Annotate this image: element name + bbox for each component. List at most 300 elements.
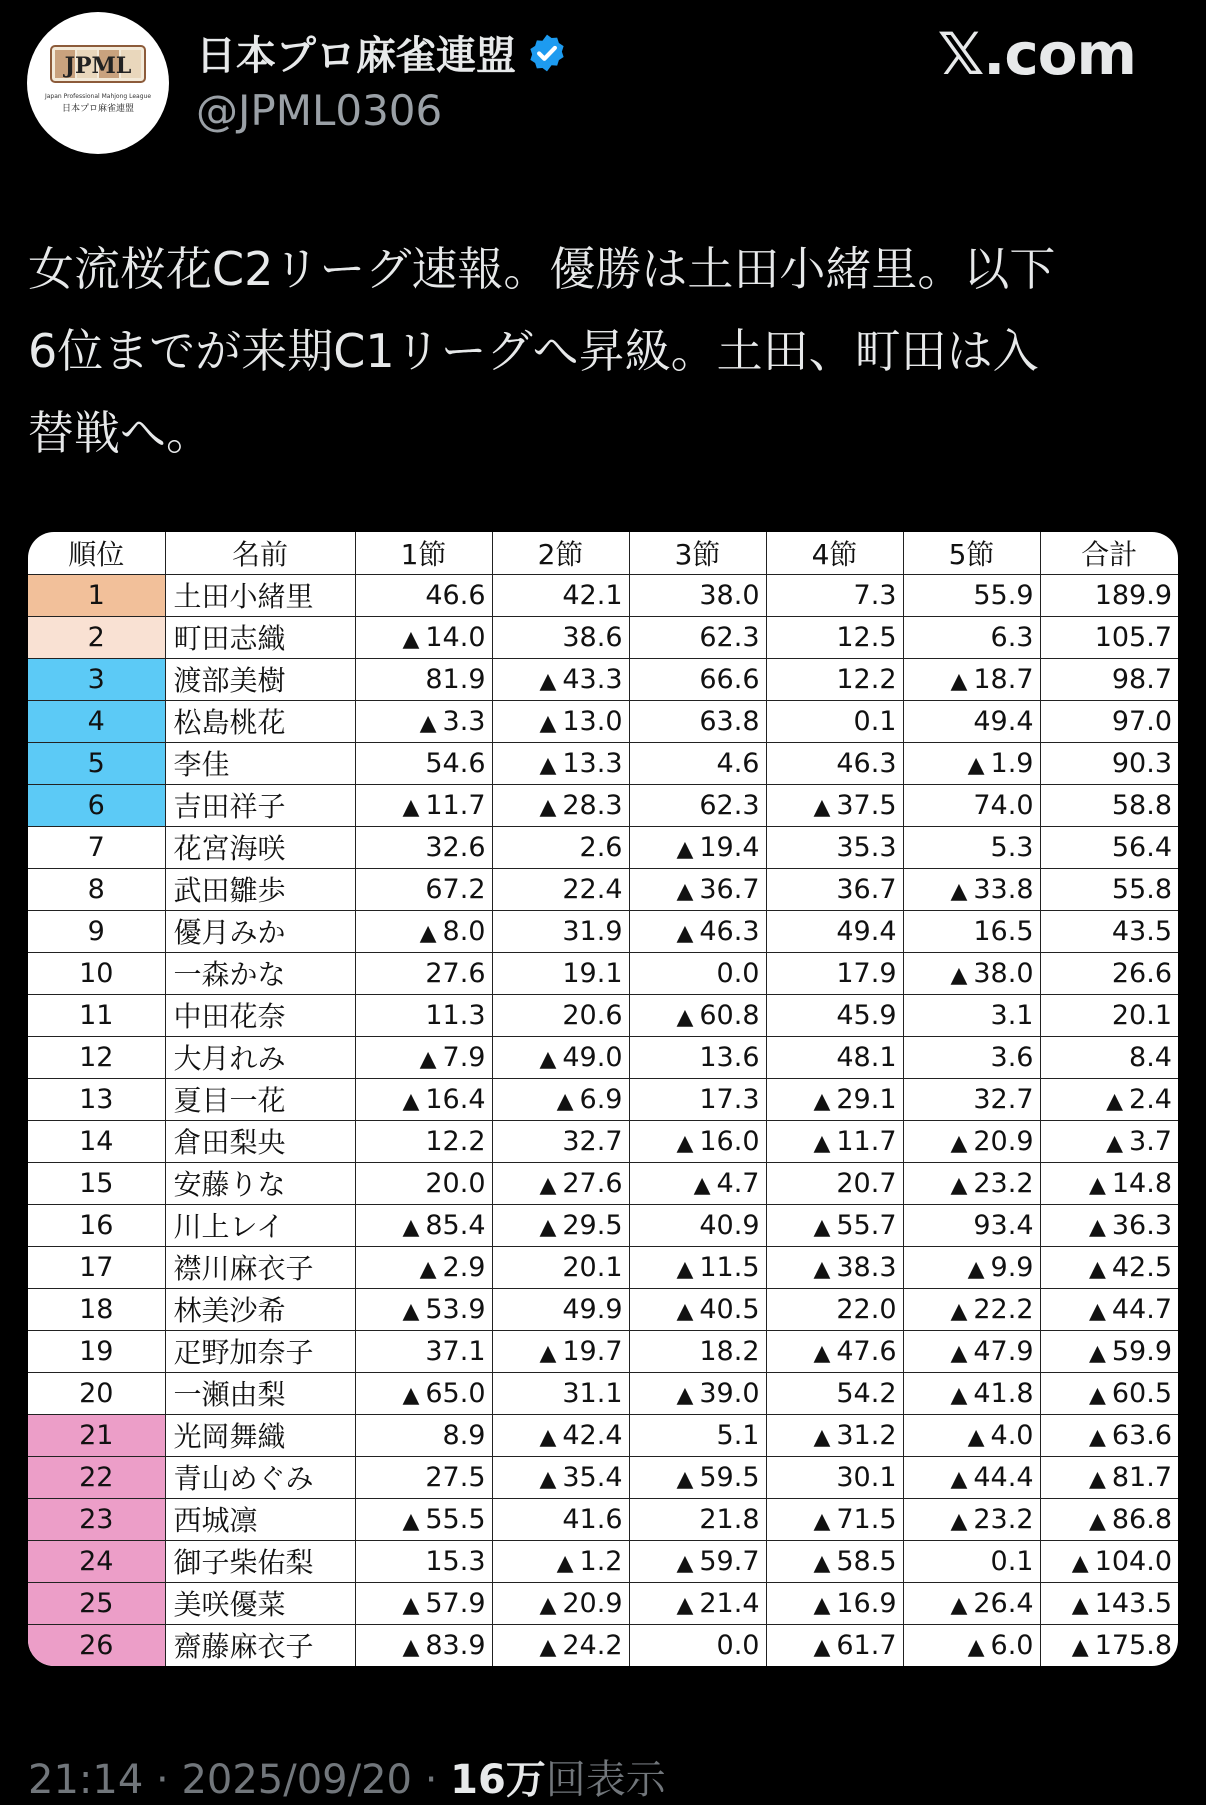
round-score-cell bbox=[492, 1036, 629, 1078]
negative-marker-icon: ▲ bbox=[676, 1466, 694, 1492]
round-score-cell bbox=[903, 1036, 1040, 1078]
negative-marker-icon: ▲ bbox=[402, 1214, 420, 1240]
score-value: ▲ 33.8 bbox=[950, 873, 1034, 905]
score-value: 35.3 bbox=[836, 831, 897, 863]
score-value: ▲ 36.3 bbox=[1088, 1209, 1172, 1241]
score-value: 5.3 bbox=[990, 831, 1034, 863]
standings-table-image[interactable] bbox=[28, 532, 1178, 1666]
total-score-cell bbox=[1040, 910, 1178, 952]
score-value: 17.9 bbox=[836, 957, 897, 989]
score-value: ▲ 4.7 bbox=[693, 1167, 760, 1199]
negative-marker-icon: ▲ bbox=[950, 878, 968, 904]
negative-marker-icon: ▲ bbox=[1071, 1634, 1089, 1660]
negative-marker-icon: ▲ bbox=[539, 1340, 557, 1366]
total-score-cell bbox=[1040, 616, 1178, 658]
round-score-cell bbox=[903, 910, 1040, 952]
round-score-cell bbox=[766, 1036, 903, 1078]
score-value: 90.3 bbox=[1111, 747, 1172, 779]
round-score-cell bbox=[629, 1036, 766, 1078]
round-score-cell bbox=[492, 1582, 629, 1624]
player-name-cell: 武田雛歩 bbox=[165, 868, 355, 910]
round-score-cell bbox=[355, 1372, 492, 1414]
score-value: ▲ 29.1 bbox=[813, 1083, 897, 1115]
round-score-cell bbox=[766, 1372, 903, 1414]
score-value: 67.2 bbox=[425, 873, 486, 905]
table-row bbox=[28, 1120, 1178, 1162]
rank-cell: 16 bbox=[28, 1204, 165, 1246]
negative-marker-icon: ▲ bbox=[813, 1256, 831, 1282]
table-row bbox=[28, 826, 1178, 868]
display-name[interactable] bbox=[196, 24, 568, 81]
total-score-cell bbox=[1040, 1162, 1178, 1204]
round-score-cell bbox=[766, 1246, 903, 1288]
score-value: 5.1 bbox=[716, 1419, 760, 1451]
round-score-cell bbox=[903, 826, 1040, 868]
negative-marker-icon: ▲ bbox=[676, 836, 694, 862]
score-value: ▲ 40.5 bbox=[676, 1293, 760, 1325]
round-score-cell bbox=[903, 1246, 1040, 1288]
player-name-cell: 御子柴佑梨 bbox=[165, 1540, 355, 1582]
round-score-cell bbox=[355, 1540, 492, 1582]
round-score-cell bbox=[903, 1204, 1040, 1246]
score-value: 58.8 bbox=[1111, 789, 1172, 821]
total-score-cell bbox=[1040, 1204, 1178, 1246]
round-score-cell bbox=[492, 700, 629, 742]
score-value: ▲ 63.6 bbox=[1088, 1419, 1172, 1451]
avatar[interactable] bbox=[27, 12, 169, 154]
negative-marker-icon: ▲ bbox=[967, 1634, 985, 1660]
rank-cell: 15 bbox=[28, 1162, 165, 1204]
round-score-cell bbox=[629, 1078, 766, 1120]
score-value: 22.4 bbox=[562, 873, 623, 905]
score-value: 20.1 bbox=[562, 1251, 623, 1283]
score-value: 62.3 bbox=[699, 621, 760, 653]
player-name-cell: 川上レイ bbox=[165, 1204, 355, 1246]
score-value: ▲ 65.0 bbox=[402, 1377, 486, 1409]
score-value: 54.6 bbox=[425, 747, 486, 779]
score-value: 8.4 bbox=[1129, 1041, 1172, 1073]
column-header: 1節 bbox=[355, 532, 492, 574]
score-value: ▲ 43.3 bbox=[539, 663, 623, 695]
score-value: ▲ 59.9 bbox=[1088, 1335, 1172, 1367]
round-score-cell bbox=[629, 784, 766, 826]
negative-marker-icon: ▲ bbox=[402, 1382, 420, 1408]
negative-marker-icon: ▲ bbox=[813, 1592, 831, 1618]
column-header: 3節 bbox=[629, 532, 766, 574]
score-value: ▲ 83.9 bbox=[402, 1629, 486, 1661]
negative-marker-icon: ▲ bbox=[1088, 1466, 1106, 1492]
player-name-cell: 優月みか bbox=[165, 910, 355, 952]
round-score-cell bbox=[766, 952, 903, 994]
player-name-cell: 美咲優菜 bbox=[165, 1582, 355, 1624]
score-value: ▲ 7.9 bbox=[419, 1041, 486, 1073]
round-score-cell bbox=[903, 1162, 1040, 1204]
negative-marker-icon: ▲ bbox=[950, 1466, 968, 1492]
negative-marker-icon: ▲ bbox=[693, 1172, 711, 1198]
round-score-cell bbox=[629, 1120, 766, 1162]
negative-marker-icon: ▲ bbox=[967, 1424, 985, 1450]
round-score-cell bbox=[492, 1372, 629, 1414]
round-score-cell bbox=[355, 868, 492, 910]
total-score-cell bbox=[1040, 1540, 1178, 1582]
score-value: ▲ 39.0 bbox=[676, 1377, 760, 1409]
round-score-cell bbox=[766, 1288, 903, 1330]
total-score-cell bbox=[1040, 1414, 1178, 1456]
rank-cell: 25 bbox=[28, 1582, 165, 1624]
table-row bbox=[28, 1372, 1178, 1414]
round-score-cell bbox=[903, 616, 1040, 658]
round-score-cell bbox=[629, 910, 766, 952]
total-score-cell bbox=[1040, 1330, 1178, 1372]
rank-cell: 19 bbox=[28, 1330, 165, 1372]
score-value: 19.1 bbox=[562, 957, 623, 989]
standings-table bbox=[28, 532, 1178, 1666]
score-value: 46.6 bbox=[425, 579, 486, 611]
rank-cell: 4 bbox=[28, 700, 165, 742]
round-score-cell bbox=[903, 784, 1040, 826]
rank-cell: 26 bbox=[28, 1624, 165, 1666]
round-score-cell bbox=[766, 700, 903, 742]
round-score-cell bbox=[766, 1582, 903, 1624]
score-value: 81.9 bbox=[425, 663, 486, 695]
negative-marker-icon: ▲ bbox=[1088, 1382, 1106, 1408]
player-name-cell: 土田小緒里 bbox=[165, 574, 355, 616]
round-score-cell bbox=[492, 784, 629, 826]
rank-cell: 17 bbox=[28, 1246, 165, 1288]
player-name-cell: 吉田祥子 bbox=[165, 784, 355, 826]
score-value: 4.6 bbox=[716, 747, 760, 779]
score-value: 42.1 bbox=[562, 579, 623, 611]
score-value: ▲ 60.5 bbox=[1088, 1377, 1172, 1409]
table-header-row bbox=[28, 532, 1178, 574]
round-score-cell bbox=[903, 1078, 1040, 1120]
round-score-cell bbox=[629, 1372, 766, 1414]
negative-marker-icon: ▲ bbox=[1106, 1088, 1124, 1114]
negative-marker-icon: ▲ bbox=[556, 1088, 574, 1114]
score-value: ▲ 1.9 bbox=[967, 747, 1034, 779]
table-row bbox=[28, 616, 1178, 658]
round-score-cell bbox=[492, 742, 629, 784]
total-score-cell bbox=[1040, 700, 1178, 742]
score-value: 31.1 bbox=[562, 1377, 623, 1409]
tweet-time[interactable]: 21:14 bbox=[28, 1757, 144, 1803]
total-score-cell bbox=[1040, 742, 1178, 784]
round-score-cell bbox=[492, 658, 629, 700]
score-value: 8.9 bbox=[442, 1419, 486, 1451]
round-score-cell bbox=[629, 1540, 766, 1582]
round-score-cell bbox=[903, 994, 1040, 1036]
round-score-cell bbox=[355, 952, 492, 994]
negative-marker-icon: ▲ bbox=[419, 920, 437, 946]
round-score-cell bbox=[629, 1162, 766, 1204]
table-row bbox=[28, 1456, 1178, 1498]
total-score-cell bbox=[1040, 994, 1178, 1036]
site-logo: 𝕏.com bbox=[937, 20, 1136, 88]
round-score-cell bbox=[629, 868, 766, 910]
player-name-cell: 李佳 bbox=[165, 742, 355, 784]
score-value: 0.1 bbox=[990, 1545, 1034, 1577]
score-value: ▲ 14.8 bbox=[1088, 1167, 1172, 1199]
score-value: ▲ 35.4 bbox=[539, 1461, 623, 1493]
score-value: ▲ 44.7 bbox=[1088, 1293, 1172, 1325]
round-score-cell bbox=[903, 1456, 1040, 1498]
score-value: ▲ 23.2 bbox=[950, 1167, 1034, 1199]
meta-separator: · bbox=[143, 1757, 182, 1803]
round-score-cell bbox=[492, 1498, 629, 1540]
score-value: 20.6 bbox=[562, 999, 623, 1031]
round-score-cell bbox=[629, 1330, 766, 1372]
player-name-cell: 齋藤麻衣子 bbox=[165, 1624, 355, 1666]
round-score-cell bbox=[766, 1204, 903, 1246]
column-header: 5節 bbox=[903, 532, 1040, 574]
negative-marker-icon: ▲ bbox=[1106, 1130, 1124, 1156]
score-value: ▲ 29.5 bbox=[539, 1209, 623, 1241]
svg-text:JPML: JPML bbox=[64, 53, 132, 79]
total-score-cell bbox=[1040, 1582, 1178, 1624]
table-row bbox=[28, 952, 1178, 994]
column-header: 順位 bbox=[28, 532, 165, 574]
score-value: ▲ 11.5 bbox=[676, 1251, 760, 1283]
display-name-text[interactable]: 日本プロ麻雀連盟 bbox=[196, 33, 516, 79]
rank-cell: 8 bbox=[28, 868, 165, 910]
player-name-cell: 倉田梨央 bbox=[165, 1120, 355, 1162]
score-value: ▲ 3.7 bbox=[1106, 1125, 1172, 1157]
round-score-cell bbox=[629, 1456, 766, 1498]
score-value: ▲ 175.8 bbox=[1071, 1629, 1172, 1661]
round-score-cell bbox=[766, 1120, 903, 1162]
score-value: 0.1 bbox=[853, 705, 897, 737]
round-score-cell bbox=[355, 742, 492, 784]
player-name-cell: 一森かな bbox=[165, 952, 355, 994]
round-score-cell bbox=[355, 910, 492, 952]
round-score-cell bbox=[355, 616, 492, 658]
round-score-cell bbox=[355, 700, 492, 742]
score-value: 0.0 bbox=[716, 957, 760, 989]
negative-marker-icon: ▲ bbox=[539, 1634, 557, 1660]
round-score-cell bbox=[355, 1624, 492, 1666]
column-header: 2節 bbox=[492, 532, 629, 574]
round-score-cell bbox=[903, 1288, 1040, 1330]
round-score-cell bbox=[355, 1162, 492, 1204]
round-score-cell bbox=[492, 1330, 629, 1372]
total-score-cell bbox=[1040, 1624, 1178, 1666]
table-row bbox=[28, 1162, 1178, 1204]
round-score-cell bbox=[766, 1498, 903, 1540]
score-value: ▲ 143.5 bbox=[1071, 1587, 1172, 1619]
score-value: 56.4 bbox=[1111, 831, 1172, 863]
round-score-cell bbox=[766, 1540, 903, 1582]
negative-marker-icon: ▲ bbox=[676, 1382, 694, 1408]
score-value: 48.1 bbox=[836, 1041, 897, 1073]
player-name-cell: 松島桃花 bbox=[165, 700, 355, 742]
score-value: 55.8 bbox=[1111, 873, 1172, 905]
negative-marker-icon: ▲ bbox=[950, 1130, 968, 1156]
score-value: ▲ 11.7 bbox=[813, 1125, 897, 1157]
table-row bbox=[28, 994, 1178, 1036]
score-value: ▲ 59.5 bbox=[676, 1461, 760, 1493]
round-score-cell bbox=[766, 994, 903, 1036]
score-value: ▲ 38.0 bbox=[950, 957, 1034, 989]
round-score-cell bbox=[492, 1414, 629, 1456]
score-value: ▲ 4.0 bbox=[967, 1419, 1034, 1451]
score-value: 22.0 bbox=[836, 1293, 897, 1325]
player-name-cell: 町田志織 bbox=[165, 616, 355, 658]
score-value: 6.3 bbox=[990, 621, 1034, 653]
score-value: 7.3 bbox=[853, 579, 897, 611]
score-value: 97.0 bbox=[1111, 705, 1172, 737]
score-value: 20.7 bbox=[836, 1167, 897, 1199]
round-score-cell bbox=[766, 1624, 903, 1666]
round-score-cell bbox=[629, 952, 766, 994]
negative-marker-icon: ▲ bbox=[539, 1592, 557, 1618]
player-name-cell: 渡部美樹 bbox=[165, 658, 355, 700]
tweet-meta bbox=[28, 1748, 666, 1805]
score-value: ▲ 13.0 bbox=[539, 705, 623, 737]
negative-marker-icon: ▲ bbox=[950, 962, 968, 988]
user-handle[interactable]: @JPML0306 bbox=[196, 86, 443, 135]
tweet-header bbox=[0, 0, 1206, 170]
negative-marker-icon: ▲ bbox=[402, 626, 420, 652]
negative-marker-icon: ▲ bbox=[539, 668, 557, 694]
round-score-cell bbox=[629, 574, 766, 616]
round-score-cell bbox=[629, 1498, 766, 1540]
negative-marker-icon: ▲ bbox=[402, 1508, 420, 1534]
negative-marker-icon: ▲ bbox=[419, 1256, 437, 1282]
score-value: 21.8 bbox=[699, 1503, 760, 1535]
round-score-cell bbox=[766, 826, 903, 868]
tweet-text: 女流桜花C2リーグ速報。優勝は土田小緒里。以下 6位までが来期C1リーグへ昇級。土田、町田は入 替戦へ。 bbox=[28, 242, 1056, 460]
table-row bbox=[28, 1498, 1178, 1540]
round-score-cell bbox=[766, 742, 903, 784]
negative-marker-icon: ▲ bbox=[539, 752, 557, 778]
rank-cell: 10 bbox=[28, 952, 165, 994]
score-value: ▲ 38.3 bbox=[813, 1251, 897, 1283]
negative-marker-icon: ▲ bbox=[950, 668, 968, 694]
score-value: 98.7 bbox=[1111, 663, 1172, 695]
negative-marker-icon: ▲ bbox=[402, 794, 420, 820]
score-value: 2.6 bbox=[579, 831, 623, 863]
score-value: ▲ 36.7 bbox=[676, 873, 760, 905]
total-score-cell bbox=[1040, 1372, 1178, 1414]
total-score-cell bbox=[1040, 1078, 1178, 1120]
view-count: 16万 bbox=[450, 1757, 546, 1803]
rank-cell: 13 bbox=[28, 1078, 165, 1120]
score-value: ▲ 55.7 bbox=[813, 1209, 897, 1241]
score-value: 40.9 bbox=[699, 1209, 760, 1241]
negative-marker-icon: ▲ bbox=[676, 1004, 694, 1030]
round-score-cell bbox=[629, 1204, 766, 1246]
round-score-cell bbox=[492, 1162, 629, 1204]
table-row bbox=[28, 1246, 1178, 1288]
player-name-cell: 疋野加奈子 bbox=[165, 1330, 355, 1372]
negative-marker-icon: ▲ bbox=[813, 1214, 831, 1240]
score-value: ▲ 61.7 bbox=[813, 1629, 897, 1661]
round-score-cell bbox=[355, 658, 492, 700]
round-score-cell bbox=[903, 1624, 1040, 1666]
score-value: 189.9 bbox=[1094, 579, 1172, 611]
negative-marker-icon: ▲ bbox=[676, 1550, 694, 1576]
score-value: 20.1 bbox=[1111, 999, 1172, 1031]
table-row bbox=[28, 1414, 1178, 1456]
score-value: ▲ 20.9 bbox=[539, 1587, 623, 1619]
negative-marker-icon: ▲ bbox=[813, 1340, 831, 1366]
score-value: 17.3 bbox=[699, 1083, 760, 1115]
round-score-cell bbox=[903, 1498, 1040, 1540]
round-score-cell bbox=[629, 826, 766, 868]
negative-marker-icon: ▲ bbox=[950, 1340, 968, 1366]
negative-marker-icon: ▲ bbox=[950, 1508, 968, 1534]
score-value: 3.1 bbox=[990, 999, 1034, 1031]
round-score-cell bbox=[355, 574, 492, 616]
score-value: 16.5 bbox=[973, 915, 1034, 947]
score-value: ▲ 2.9 bbox=[419, 1251, 486, 1283]
player-name-cell: 夏目一花 bbox=[165, 1078, 355, 1120]
negative-marker-icon: ▲ bbox=[539, 1046, 557, 1072]
negative-marker-icon: ▲ bbox=[539, 710, 557, 736]
score-value: 3.6 bbox=[990, 1041, 1034, 1073]
svg-text:Japan Professional Mahjong Lea: Japan Professional Mahjong League bbox=[44, 93, 152, 100]
negative-marker-icon: ▲ bbox=[813, 1550, 831, 1576]
round-score-cell bbox=[355, 1330, 492, 1372]
player-name-cell: 安藤りな bbox=[165, 1162, 355, 1204]
score-value: ▲ 11.7 bbox=[402, 789, 486, 821]
round-score-cell bbox=[355, 1414, 492, 1456]
player-name-cell: 光岡舞織 bbox=[165, 1414, 355, 1456]
round-score-cell bbox=[492, 868, 629, 910]
rank-cell: 2 bbox=[28, 616, 165, 658]
player-name-cell: 花宮海咲 bbox=[165, 826, 355, 868]
round-score-cell bbox=[629, 700, 766, 742]
round-score-cell bbox=[766, 574, 903, 616]
round-score-cell bbox=[492, 1288, 629, 1330]
player-name-cell: 林美沙希 bbox=[165, 1288, 355, 1330]
round-score-cell bbox=[629, 1246, 766, 1288]
negative-marker-icon: ▲ bbox=[967, 1256, 985, 1282]
score-value: 49.9 bbox=[562, 1293, 623, 1325]
round-score-cell bbox=[903, 868, 1040, 910]
player-name-cell: 大月れみ bbox=[165, 1036, 355, 1078]
round-score-cell bbox=[492, 994, 629, 1036]
table-row bbox=[28, 700, 1178, 742]
score-value: 27.6 bbox=[425, 957, 486, 989]
negative-marker-icon: ▲ bbox=[539, 1214, 557, 1240]
player-name-cell: 襟川麻衣子 bbox=[165, 1246, 355, 1288]
total-score-cell bbox=[1040, 1036, 1178, 1078]
rank-cell: 23 bbox=[28, 1498, 165, 1540]
score-value: 74.0 bbox=[973, 789, 1034, 821]
tweet-date[interactable]: 2025/09/20 bbox=[181, 1757, 412, 1803]
score-value: ▲ 19.4 bbox=[676, 831, 760, 863]
total-score-cell bbox=[1040, 1246, 1178, 1288]
total-score-cell bbox=[1040, 658, 1178, 700]
total-score-cell bbox=[1040, 1456, 1178, 1498]
score-value: 38.6 bbox=[562, 621, 623, 653]
round-score-cell bbox=[355, 784, 492, 826]
negative-marker-icon: ▲ bbox=[1088, 1298, 1106, 1324]
table-row bbox=[28, 1288, 1178, 1330]
column-header: 4節 bbox=[766, 532, 903, 574]
score-value: 18.2 bbox=[699, 1335, 760, 1367]
rank-cell: 3 bbox=[28, 658, 165, 700]
score-value: 27.5 bbox=[425, 1461, 486, 1493]
score-value: ▲ 6.9 bbox=[556, 1083, 623, 1115]
negative-marker-icon: ▲ bbox=[676, 920, 694, 946]
negative-marker-icon: ▲ bbox=[539, 1172, 557, 1198]
round-score-cell bbox=[629, 1414, 766, 1456]
jpml-logo-icon bbox=[27, 12, 169, 154]
score-value: ▲ 14.0 bbox=[402, 621, 486, 653]
negative-marker-icon: ▲ bbox=[419, 1046, 437, 1072]
